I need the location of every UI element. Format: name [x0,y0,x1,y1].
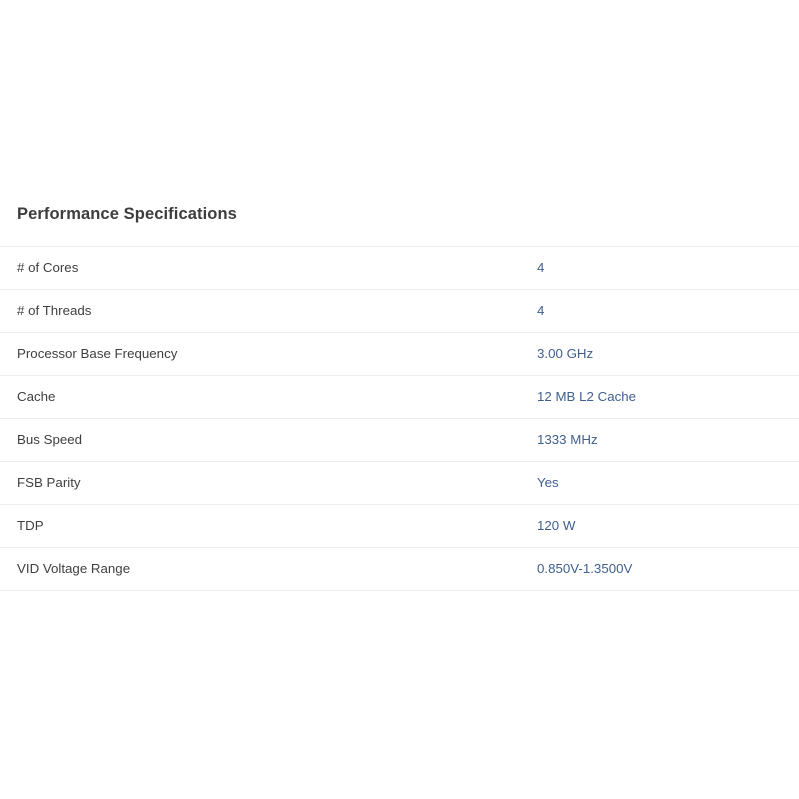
spec-value: 1333 MHz [537,432,598,447]
table-row [0,376,799,419]
table-row [0,548,799,591]
spec-value: 120 W [537,518,576,533]
specifications-table-body [0,247,799,591]
spec-value: 3.00 GHz [537,346,594,361]
page-title: Performance Specifications [17,205,237,223]
spec-label: Bus Speed [17,432,83,447]
specifications-table [0,246,799,591]
spec-label: Cache [17,389,56,404]
table-row [0,419,799,462]
table-row [0,333,799,376]
spec-label: TDP [17,518,44,533]
spec-value: 4 [537,260,545,275]
spec-value: Yes [537,475,559,490]
table-row [0,247,799,290]
table-row [0,290,799,333]
table-row [0,462,799,505]
spec-label: VID Voltage Range [17,561,131,576]
spec-value: 12 MB L2 Cache [537,389,637,404]
spec-value: 0.850V-1.3500V [537,561,633,576]
spec-value: 4 [537,303,545,318]
spec-label: # of Threads [17,303,92,318]
spec-label: # of Cores [17,260,79,275]
spec-label: Processor Base Frequency [17,346,178,361]
spec-label: FSB Parity [17,475,81,490]
performance-specifications-section [0,205,799,591]
table-row [0,505,799,548]
